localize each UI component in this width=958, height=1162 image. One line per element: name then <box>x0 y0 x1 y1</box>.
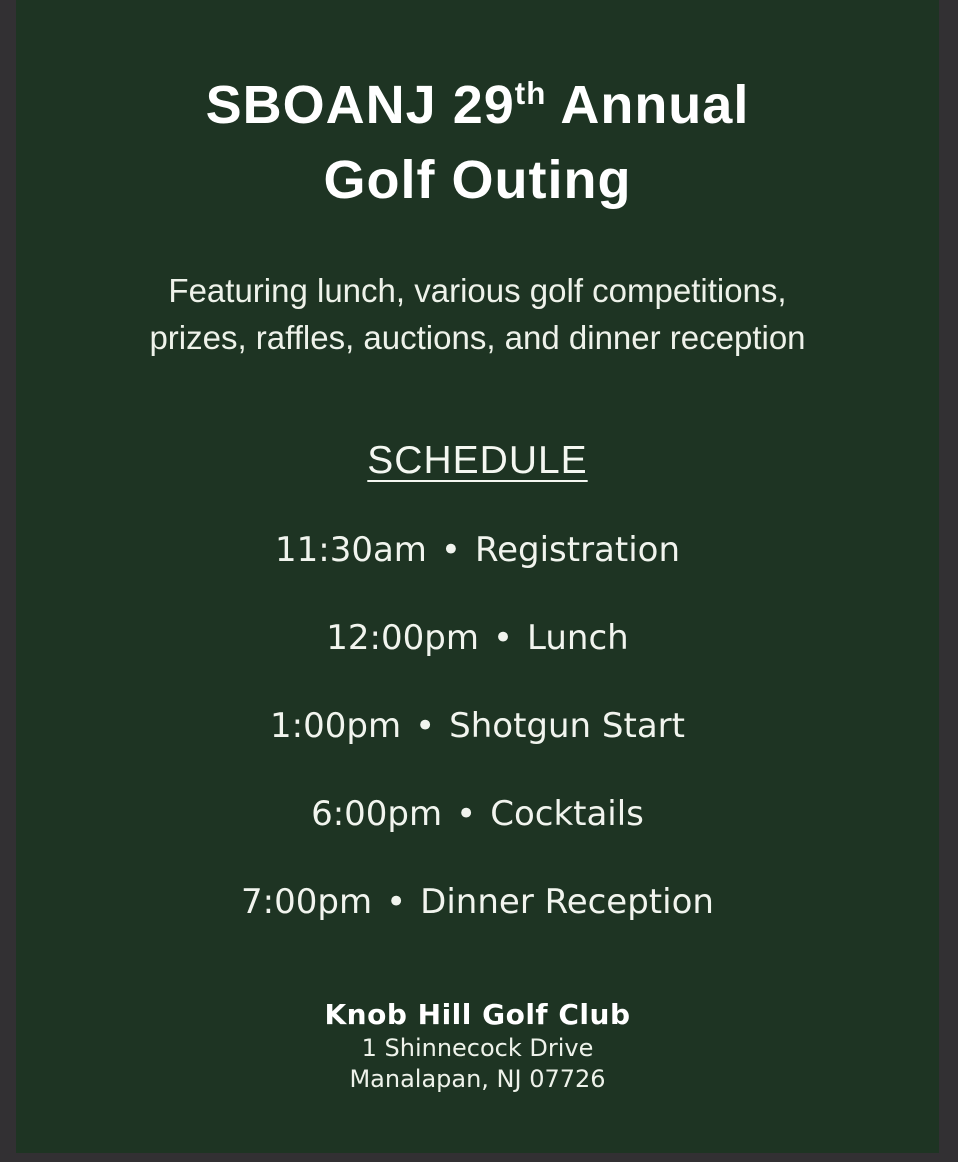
bullet-separator: • <box>492 618 514 658</box>
event-title-line2: Golf Outing <box>323 150 632 210</box>
venue-name: Knob Hill Golf Club <box>324 998 631 1031</box>
venue-address-line2: Manalapan, NJ 07726 <box>349 1065 606 1093</box>
schedule-item-shotgun-start <box>16 702 939 750</box>
schedule-item-event: Cocktails <box>490 794 644 834</box>
schedule-item-event: Registration <box>474 530 681 570</box>
schedule-item-time: 7:00pm <box>241 882 373 922</box>
schedule-item-cocktails <box>16 790 939 838</box>
event-title-ordinal-superscript: th <box>514 76 547 111</box>
venue-block <box>16 997 939 1095</box>
event-title-line1-prefix: SBOANJ 29 <box>205 75 515 135</box>
schedule-item-time: 1:00pm <box>270 706 402 746</box>
event-title-line1 <box>206 75 750 135</box>
schedule-item-event: Dinner Reception <box>420 882 714 922</box>
schedule-item-registration <box>16 526 939 574</box>
bullet-separator: • <box>415 706 436 746</box>
venue-address-line1: 1 Shinnecock Drive <box>361 1034 594 1062</box>
schedule-item-event: Lunch <box>527 618 629 658</box>
schedule-heading: SCHEDULE <box>367 439 588 482</box>
schedule-item-lunch <box>16 614 939 662</box>
bullet-separator: • <box>440 530 461 570</box>
event-subtitle <box>16 267 939 361</box>
schedule-item-time: 11:30am <box>274 530 427 570</box>
schedule-list <box>16 526 939 926</box>
event-title-line1-suffix: Annual <box>546 75 750 135</box>
schedule-item-time: 6:00pm <box>311 794 443 834</box>
schedule-item-dinner-reception <box>16 878 939 926</box>
schedule-item-time: 12:00pm <box>326 618 479 658</box>
event-subtitle-line1: Featuring lunch, various golf competitions, <box>168 272 787 309</box>
bullet-separator: • <box>386 882 407 922</box>
flyer-card <box>16 0 939 1153</box>
bullet-separator: • <box>456 794 477 834</box>
event-subtitle-line2: prizes, raffles, auctions, and dinner reception <box>149 319 806 356</box>
schedule-item-event: Shotgun Start <box>449 706 685 746</box>
event-title <box>16 68 939 218</box>
